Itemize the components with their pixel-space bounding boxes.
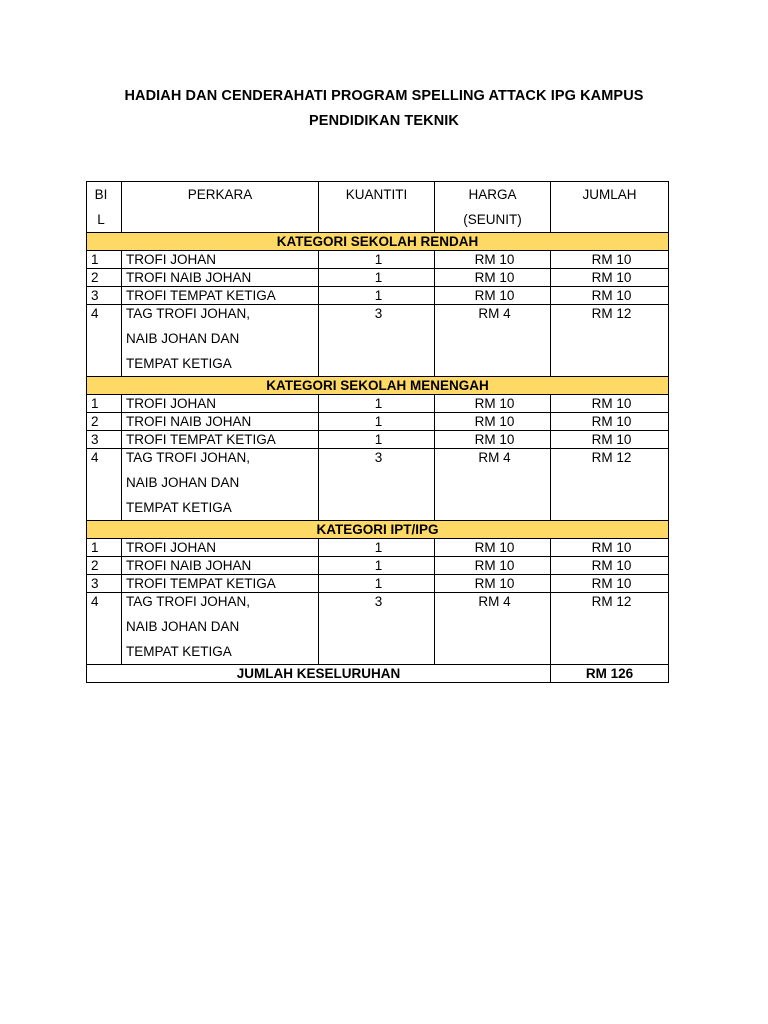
table-row <box>87 539 669 557</box>
cell-kuantiti: 1 <box>319 539 435 557</box>
table-body <box>87 233 669 665</box>
perkara-line: TROFI JOHAN <box>126 252 216 267</box>
category-label: KATEGORI SEKOLAH RENDAH <box>87 233 669 251</box>
cell-perkara <box>122 269 319 287</box>
perkara-line: NAIB JOHAN DAN <box>126 475 240 490</box>
cell-bil: 1 <box>87 395 122 413</box>
cell-harga: RM 10 <box>435 413 551 431</box>
cell-jumlah: RM 10 <box>551 251 669 269</box>
category-row <box>87 521 669 539</box>
cell-harga: RM 10 <box>435 539 551 557</box>
cell-harga: RM 10 <box>435 395 551 413</box>
category-row <box>87 377 669 395</box>
cell-kuantiti: 3 <box>319 593 435 665</box>
cell-bil: 2 <box>87 557 122 575</box>
cell-perkara <box>122 395 319 413</box>
perkara-line: TROFI NAIB JOHAN <box>126 414 252 429</box>
cell-perkara <box>122 305 319 377</box>
cell-jumlah: RM 10 <box>551 413 669 431</box>
cell-kuantiti: 1 <box>319 413 435 431</box>
cell-bil: 2 <box>87 413 122 431</box>
grand-total-row <box>87 665 669 683</box>
cell-kuantiti: 1 <box>319 251 435 269</box>
perkara-line: TAG TROFI JOHAN, <box>126 594 251 609</box>
perkara-line: TEMPAT KETIGA <box>126 644 232 659</box>
perkara-line: TAG TROFI JOHAN, <box>126 306 251 321</box>
header-bil: BI L <box>87 182 122 233</box>
perkara-line: TROFI TEMPAT KETIGA <box>126 288 276 303</box>
cell-jumlah: RM 10 <box>551 539 669 557</box>
perkara-line: TROFI JOHAN <box>126 396 216 411</box>
cell-bil: 4 <box>87 449 122 521</box>
perkara-line: TEMPAT KETIGA <box>126 500 232 515</box>
cell-perkara <box>122 287 319 305</box>
table-row <box>87 413 669 431</box>
cell-perkara <box>122 557 319 575</box>
perkara-line: TROFI TEMPAT KETIGA <box>126 432 276 447</box>
category-label: KATEGORI IPT/IPG <box>87 521 669 539</box>
table-row <box>87 269 669 287</box>
grand-total-label: JUMLAH KESELURUHAN <box>87 665 551 683</box>
cell-jumlah: RM 10 <box>551 269 669 287</box>
cell-perkara <box>122 539 319 557</box>
cell-bil: 1 <box>87 251 122 269</box>
cell-perkara <box>122 593 319 665</box>
cell-harga: RM 4 <box>435 593 551 665</box>
category-row <box>87 233 669 251</box>
cell-bil: 1 <box>87 539 122 557</box>
cell-jumlah: RM 12 <box>551 305 669 377</box>
cell-kuantiti: 3 <box>319 305 435 377</box>
table-row <box>87 305 669 377</box>
cell-kuantiti: 3 <box>319 449 435 521</box>
cell-harga: RM 10 <box>435 557 551 575</box>
perkara-line: NAIB JOHAN DAN <box>126 619 240 634</box>
cell-jumlah: RM 10 <box>551 395 669 413</box>
perkara-line: NAIB JOHAN DAN <box>126 331 240 346</box>
header-harga: HARGA (SEUNIT) <box>435 182 551 233</box>
table-row <box>87 593 669 665</box>
cell-bil: 4 <box>87 305 122 377</box>
perkara-line: TEMPAT KETIGA <box>126 356 232 371</box>
cell-perkara <box>122 575 319 593</box>
perkara-line: TROFI NAIB JOHAN <box>126 270 252 285</box>
cell-jumlah: RM 10 <box>551 557 669 575</box>
cell-harga: RM 10 <box>435 575 551 593</box>
header-kuantiti: KUANTITI <box>319 182 435 233</box>
table-row <box>87 575 669 593</box>
table-row <box>87 449 669 521</box>
cell-kuantiti: 1 <box>319 575 435 593</box>
prize-budget-table <box>86 181 669 683</box>
cell-bil: 4 <box>87 593 122 665</box>
grand-total-value: RM 126 <box>551 665 669 683</box>
table-row <box>87 287 669 305</box>
cell-harga: RM 10 <box>435 431 551 449</box>
document-title-line-2: PENDIDIKAN TEKNIK <box>309 113 459 129</box>
cell-bil: 2 <box>87 269 122 287</box>
perkara-line: TAG TROFI JOHAN, <box>126 450 251 465</box>
perkara-line: TROFI JOHAN <box>126 540 216 555</box>
cell-jumlah: RM 10 <box>551 575 669 593</box>
cell-jumlah: RM 12 <box>551 593 669 665</box>
cell-perkara <box>122 431 319 449</box>
cell-harga: RM 4 <box>435 449 551 521</box>
table-header-row <box>87 182 669 233</box>
cell-kuantiti: 1 <box>319 287 435 305</box>
cell-jumlah: RM 12 <box>551 449 669 521</box>
cell-kuantiti: 1 <box>319 395 435 413</box>
cell-perkara <box>122 413 319 431</box>
perkara-line: TROFI NAIB JOHAN <box>126 558 252 573</box>
cell-harga: RM 4 <box>435 305 551 377</box>
cell-harga: RM 10 <box>435 287 551 305</box>
cell-bil: 3 <box>87 431 122 449</box>
header-perkara: PERKARA <box>122 182 319 233</box>
cell-bil: 3 <box>87 575 122 593</box>
table-row <box>87 395 669 413</box>
cell-harga: RM 10 <box>435 251 551 269</box>
cell-kuantiti: 1 <box>319 269 435 287</box>
cell-jumlah: RM 10 <box>551 287 669 305</box>
perkara-line: TROFI TEMPAT KETIGA <box>126 576 276 591</box>
header-jumlah: JUMLAH <box>551 182 669 233</box>
cell-perkara <box>122 251 319 269</box>
cell-perkara <box>122 449 319 521</box>
cell-harga: RM 10 <box>435 269 551 287</box>
category-label: KATEGORI SEKOLAH MENENGAH <box>87 377 669 395</box>
document-title-line-1: HADIAH DAN CENDERAHATI PROGRAM SPELLING ATTACK IPG KAMPUS <box>124 88 644 104</box>
cell-jumlah: RM 10 <box>551 431 669 449</box>
table-row <box>87 431 669 449</box>
cell-bil: 3 <box>87 287 122 305</box>
table-row <box>87 251 669 269</box>
cell-kuantiti: 1 <box>319 557 435 575</box>
cell-kuantiti: 1 <box>319 431 435 449</box>
table-row <box>87 557 669 575</box>
